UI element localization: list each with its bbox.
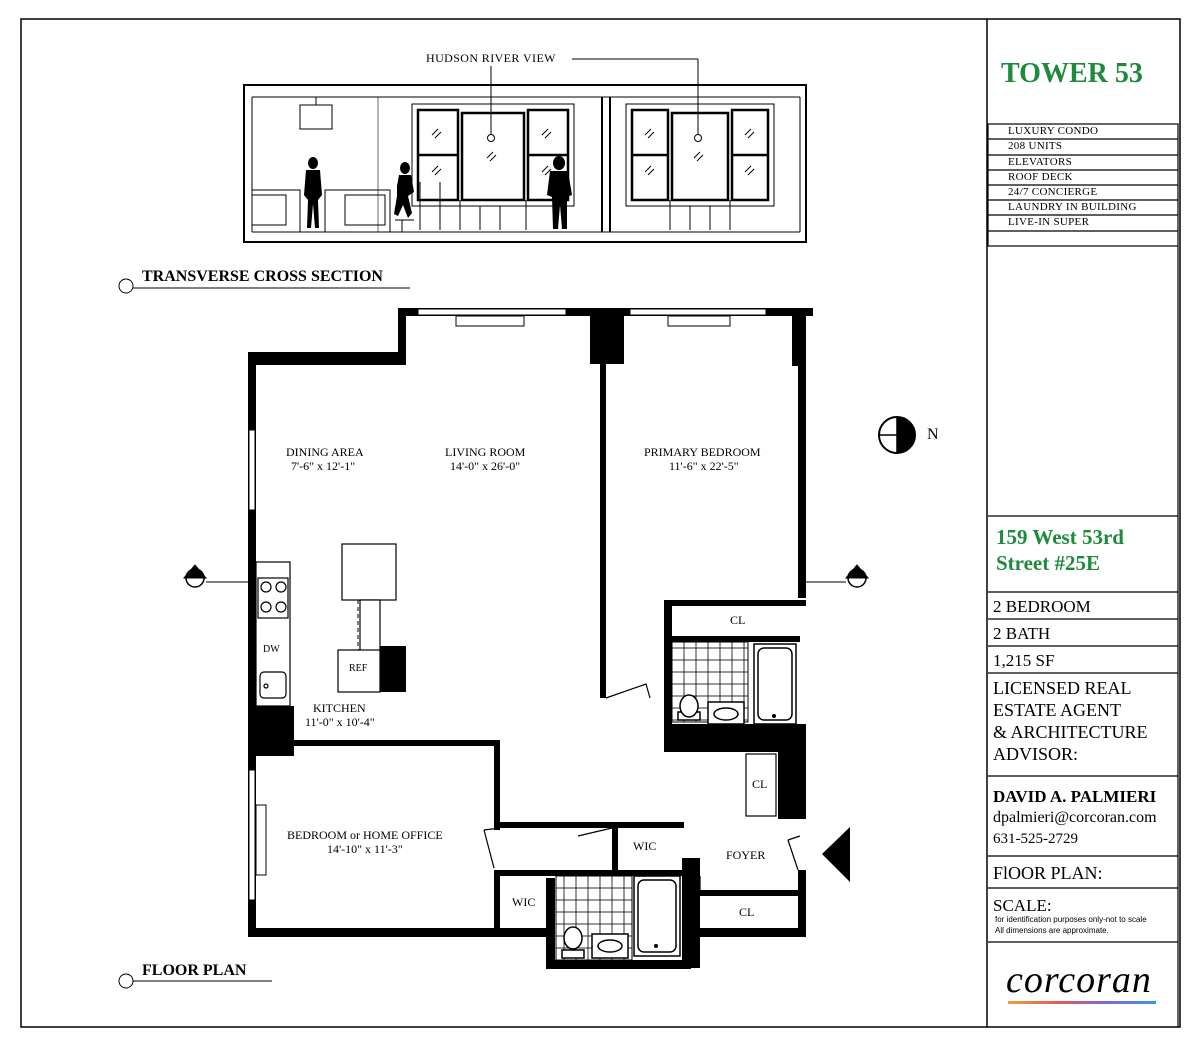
agent-email[interactable]: dpalmieri@corcoran.com bbox=[993, 809, 1157, 826]
room-primary-name: PRIMARY BEDROOM bbox=[644, 445, 761, 459]
bedroom-count: 2 BEDROOM bbox=[993, 597, 1091, 616]
agent-name: DAVID A. PALMIERI bbox=[993, 787, 1157, 806]
brand-logo: corcoran bbox=[1006, 959, 1152, 1001]
building-name: TOWER 53 bbox=[1001, 58, 1143, 89]
hudson-view-label: HUDSON RIVER VIEW bbox=[426, 51, 556, 65]
feature-item: ROOF DECK bbox=[1008, 171, 1073, 183]
room-kitchen-name: KITCHEN bbox=[313, 701, 366, 715]
section-title: TRANSVERSE CROSS SECTION bbox=[142, 268, 383, 285]
address-line-1: 159 West 53rd bbox=[996, 525, 1124, 549]
agent-title-line: LICENSED REAL bbox=[993, 678, 1132, 698]
feature-item: 208 UNITS bbox=[1008, 140, 1063, 152]
scale-note: for identification purposes only-not to scale bbox=[995, 915, 1147, 924]
cross-section-elevation bbox=[244, 59, 806, 242]
dishwasher-label: DW bbox=[263, 644, 280, 655]
room-living-name: LIVING ROOM bbox=[445, 445, 526, 459]
agent-title-line: & ARCHITECTURE bbox=[993, 722, 1148, 742]
feature-item: LAUNDRY IN BUILDING bbox=[1008, 201, 1137, 213]
bath-count: 2 BATH bbox=[993, 624, 1051, 643]
feature-item: 24/7 CONCIERGE bbox=[1008, 186, 1098, 198]
closet-primary-label: CL bbox=[730, 613, 746, 627]
room-bedroom2-name: BEDROOM or HOME OFFICE bbox=[287, 828, 443, 842]
feature-item: LIVE-IN SUPER bbox=[1008, 216, 1090, 228]
feature-item: ELEVATORS bbox=[1008, 156, 1073, 168]
foyer-label: FOYER bbox=[726, 848, 766, 862]
room-dining-name: DINING AREA bbox=[286, 445, 364, 459]
refrigerator-label: REF bbox=[349, 663, 368, 674]
scale-note: All dimensions are approximate. bbox=[995, 926, 1109, 935]
agent-title-line: ADVISOR: bbox=[993, 744, 1079, 764]
address-line-2: Street #25E bbox=[996, 551, 1101, 575]
closet-foyer-lower-label: CL bbox=[739, 905, 755, 919]
agent-phone[interactable]: 631-525-2729 bbox=[993, 831, 1078, 847]
room-dining-dims: 7'-6" x 12'-1" bbox=[291, 459, 356, 473]
room-primary-dims: 11'-6" x 22'-5" bbox=[669, 459, 739, 473]
agent-title-line: ESTATE AGENT bbox=[993, 700, 1122, 720]
floor-plan-label: FlOOR PLAN: bbox=[993, 863, 1103, 883]
compass-label: N bbox=[927, 426, 939, 443]
wic-upper-label: WIC bbox=[633, 839, 657, 853]
closet-foyer-upper-label: CL bbox=[752, 777, 768, 791]
room-bedroom2-dims: 14'-10" x 11'-3" bbox=[327, 842, 403, 856]
square-footage: 1,215 SF bbox=[993, 651, 1055, 670]
scale-label: SCALE: bbox=[993, 896, 1052, 915]
compass-north-icon bbox=[879, 417, 915, 453]
plan-walls bbox=[184, 308, 868, 969]
wic-lower-label: WIC bbox=[512, 895, 536, 909]
room-living-dims: 14'-0" x 26'-0" bbox=[450, 459, 521, 473]
feature-item: LUXURY CONDO bbox=[1008, 125, 1099, 137]
room-kitchen-dims: 11'-0" x 10'-4" bbox=[305, 715, 375, 729]
plan-title: FLOOR PLAN bbox=[142, 962, 247, 979]
